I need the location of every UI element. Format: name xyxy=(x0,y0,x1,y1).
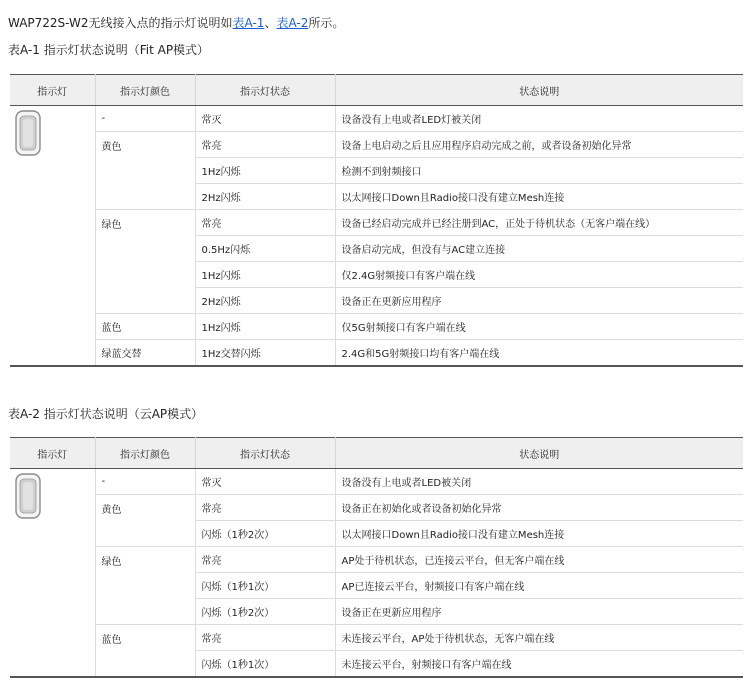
state-description-cell: 仅2.4G射频接口有客户端在线 xyxy=(335,262,743,288)
indicator-cell xyxy=(10,469,95,678)
table-row xyxy=(10,106,743,132)
indicator-cell xyxy=(10,106,95,367)
indicator-state-cell: 常亮 xyxy=(195,495,335,521)
led-indicator-icon xyxy=(15,110,41,156)
indicator-state-cell: 1Hz交替闪烁 xyxy=(195,340,335,367)
indicator-color-cell: 黄色 xyxy=(95,132,195,210)
intro-suffix: 所示。 xyxy=(308,16,345,30)
indicator-state-cell: 2Hz闪烁 xyxy=(195,184,335,210)
column-header: 指示灯 xyxy=(10,438,95,469)
table-row xyxy=(10,132,743,158)
indicator-state-cell: 1Hz闪烁 xyxy=(195,262,335,288)
state-description-cell: 未连接云平台，AP处于待机状态，无客户端在线 xyxy=(335,625,743,651)
table-row xyxy=(10,547,743,573)
table-row xyxy=(10,210,743,236)
led-indicator-icon xyxy=(15,473,41,519)
indicator-color-cell: 绿蓝交替 xyxy=(95,340,195,367)
indicator-state-cell: 闪烁（1秒2次） xyxy=(195,521,335,547)
table2-caption: 表A-2 指示灯状态说明（云AP模式） xyxy=(8,407,204,421)
indicator-color-cell: - xyxy=(95,469,195,495)
state-description-cell: 以太网接口Down且Radio接口没有建立Mesh连接 xyxy=(335,184,743,210)
state-description-cell: 仅5G射频接口有客户端在线 xyxy=(335,314,743,340)
state-description-cell: 设备正在初始化或者设备初始化异常 xyxy=(335,495,743,521)
indicator-state-cell: 常亮 xyxy=(195,132,335,158)
table-row xyxy=(10,469,743,495)
table-a2 xyxy=(10,437,743,678)
state-description-cell: 未连接云平台，射频接口有客户端在线 xyxy=(335,651,743,678)
intro-separator: 、 xyxy=(264,16,277,30)
table-row xyxy=(10,625,743,651)
column-header: 指示灯 xyxy=(10,75,95,106)
indicator-state-cell: 常亮 xyxy=(195,547,335,573)
table-row xyxy=(10,314,743,340)
state-description-cell: AP处于待机状态，已连接云平台，但无客户端在线 xyxy=(335,547,743,573)
link-table-a1[interactable]: 表A-1 xyxy=(232,16,265,30)
state-description-cell: 设备上电启动之后且应用程序启动完成之前，或者设备初始化异常 xyxy=(335,132,743,158)
state-description-cell: 2.4G和5G射频接口均有客户端在线 xyxy=(335,340,743,367)
column-header: 状态说明 xyxy=(335,75,743,106)
column-header: 状态说明 xyxy=(335,438,743,469)
indicator-color-cell: 蓝色 xyxy=(95,625,195,678)
intro-paragraph xyxy=(8,14,344,31)
indicator-state-cell: 0.5Hz闪烁 xyxy=(195,236,335,262)
table-row xyxy=(10,340,743,367)
indicator-color-cell: 黄色 xyxy=(95,495,195,547)
indicator-state-cell: 常亮 xyxy=(195,625,335,651)
state-description-cell: 设备正在更新应用程序 xyxy=(335,288,743,314)
indicator-state-cell: 常灭 xyxy=(195,106,335,132)
column-header: 指示灯状态 xyxy=(195,438,335,469)
indicator-color-cell: 绿色 xyxy=(95,210,195,314)
state-description-cell: 设备没有上电或者LED灯被关闭 xyxy=(341,115,482,126)
indicator-state-cell: 1Hz闪烁 xyxy=(195,158,335,184)
indicator-state-cell: 常灭 xyxy=(195,469,335,495)
state-description-cell: 设备没有上电或者LED被关闭 xyxy=(341,478,472,489)
state-description-cell: 设备启动完成，但没有与AC建立连接 xyxy=(335,236,743,262)
link-table-a2[interactable]: 表A-2 xyxy=(276,16,309,30)
state-description-cell: 检测不到射频接口 xyxy=(335,158,743,184)
indicator-state-cell: 闪烁（1秒1次） xyxy=(195,573,335,599)
indicator-color-cell: - xyxy=(95,106,195,132)
indicator-color-cell: 绿色 xyxy=(95,547,195,625)
indicator-color-cell: 蓝色 xyxy=(95,314,195,340)
state-description-cell: 设备已经启动完成并已经注册到AC，正处于待机状态（无客户端在线） xyxy=(335,210,743,236)
intro-prefix: WAP722S-W2无线接入点的指示灯说明如 xyxy=(8,16,233,30)
state-description-cell: 设备正在更新应用程序 xyxy=(335,599,743,625)
column-header: 指示灯颜色 xyxy=(95,75,195,106)
table-header-row xyxy=(10,438,743,469)
indicator-state-cell: 闪烁（1秒2次） xyxy=(195,599,335,625)
state-description-cell: 以太网接口Down且Radio接口没有建立Mesh连接 xyxy=(335,521,743,547)
column-header: 指示灯颜色 xyxy=(95,438,195,469)
column-header: 指示灯状态 xyxy=(195,75,335,106)
indicator-state-cell: 1Hz闪烁 xyxy=(195,314,335,340)
indicator-state-cell: 常亮 xyxy=(195,210,335,236)
table1-caption: 表A-1 指示灯状态说明（Fit AP模式） xyxy=(8,43,210,57)
indicator-state-cell: 闪烁（1秒1次） xyxy=(195,651,335,678)
state-description-cell: AP已连接云平台，射频接口有客户端在线 xyxy=(335,573,743,599)
table-a1 xyxy=(10,74,743,367)
table-header-row xyxy=(10,75,743,106)
indicator-state-cell: 2Hz闪烁 xyxy=(195,288,335,314)
table-row xyxy=(10,495,743,521)
